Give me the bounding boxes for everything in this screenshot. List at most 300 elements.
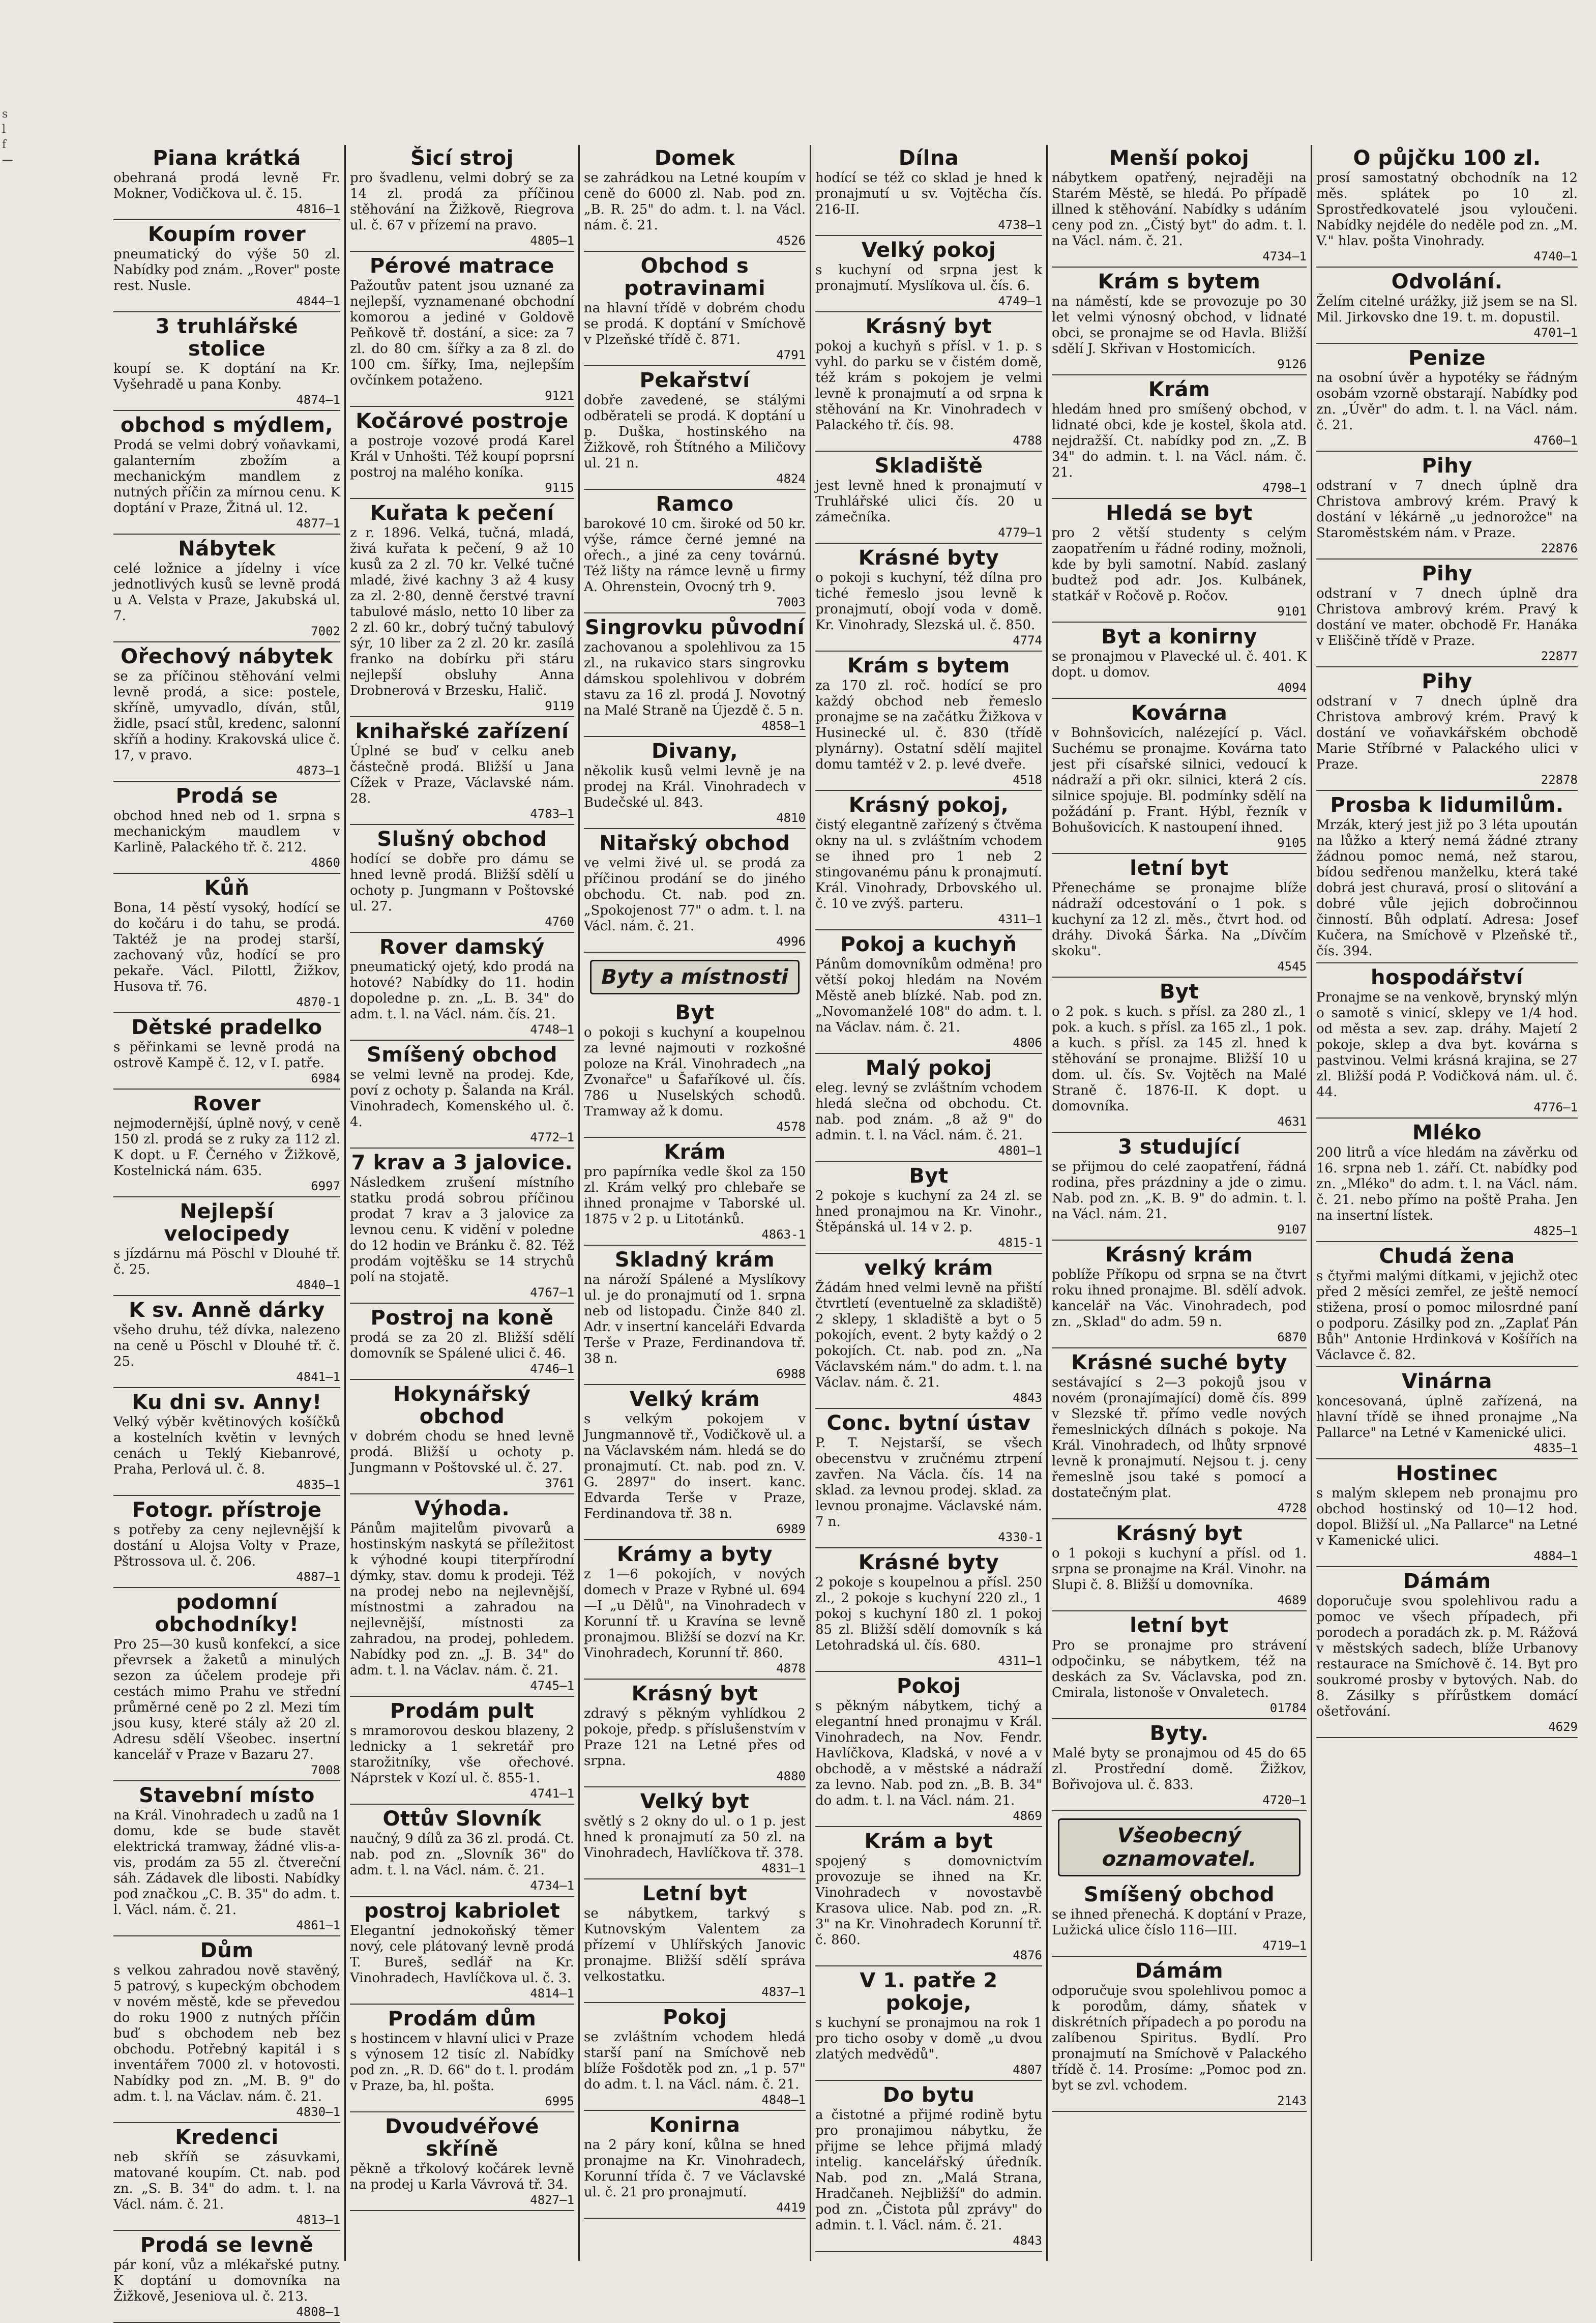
ad-heading: Prodám pult — [390, 1699, 535, 1723]
classified-ad — [350, 410, 574, 499]
ad-heading: velký krám — [864, 1256, 993, 1280]
ad-heading: Obchod s potravinami — [624, 254, 766, 300]
ad-heading: Rover damský — [379, 935, 545, 959]
ad-heading: Conc. bytní ústav — [826, 1412, 1031, 1435]
section-badge-byty: Byty a místnosti — [590, 960, 800, 994]
ad-number: 4545 — [1277, 959, 1307, 974]
ad-number: 9126 — [1277, 357, 1307, 371]
classified-ad — [1316, 347, 1578, 452]
ad-number: 4720—1 — [1262, 1793, 1307, 1807]
ad-heading: Pérové matrace — [369, 254, 555, 278]
ad-number: 6984 — [311, 1071, 340, 1085]
ad-number: 6870 — [1277, 1330, 1307, 1344]
classified-ad — [1052, 1351, 1307, 1519]
ad-body: Velký výběr květinových košíčků a kostelních květin v levných cenách u Teklý Kiebanrové, Praha, Perlová ul. č. 8. — [113, 1415, 340, 1477]
ad-heading: Slušný obchod — [377, 828, 547, 851]
ad-body: Želím citelné urážky, již jsem se na Sl. Mil. Jirkovsko dne 19. t. m. dopustil. — [1316, 294, 1578, 325]
classified-ad — [815, 933, 1042, 1054]
ad-body: s jízdárnu má Pöschl v Dlouhé tř. č. 25. — [113, 1246, 340, 1277]
ad-number: 9105 — [1277, 836, 1307, 850]
ad-heading: Divany, — [651, 740, 738, 763]
classified-ad — [350, 2008, 574, 2112]
classified-ad — [584, 1388, 806, 1540]
classified-ad — [113, 1784, 340, 1936]
ad-heading: 3 studující — [1118, 1135, 1240, 1159]
ad-body: s mramorovou deskou blazeny, 2 lednicky a 1 sekretář pro starožitníky, vše ořechové. Náprstek v Kozí ul. č. 855-1. — [350, 1723, 574, 1786]
ad-body: odstraní v 7 dnech úplně dra Christova ambrový krém. Pravý k dostání v lékárně „u jednorožce" na Staroměstském nám. v Praze. — [1316, 478, 1578, 541]
ad-number: 7003 — [776, 595, 806, 609]
ad-body: s hostincem v hlavní ulici v Praze s výnosem 12 tisíc zl. Nabídky pod zn. „R. D. 66" do t. l. prodám v Praze, ba, hl. pošta. — [350, 2031, 574, 2094]
classified-ad — [584, 369, 806, 490]
classified-ad — [1052, 702, 1307, 854]
ad-body: pro papírníka vedle škol za 150 zl. Krám velký pro chlebaře se ihned pronajme v Taborské ul. 1875 v 2 p. u Litotánků. — [584, 1164, 806, 1227]
classified-ad — [1052, 378, 1307, 499]
classified-ad — [350, 1497, 574, 1697]
ad-body: pneumatický ojetý, kdo prodá na hotové? Nabídky do 11. hodin dopoledne p. zn. „L. B. 34" do adm. t. l. na Václ. nám. čís. 21. — [350, 959, 574, 1022]
ad-heading: Pihy — [1422, 562, 1472, 585]
classified-ad — [350, 1808, 574, 1897]
ad-number: 4807 — [1013, 2063, 1042, 2077]
ad-number: 4827—1 — [530, 2193, 574, 2207]
ad-heading: Konirna — [649, 2113, 741, 2137]
ad-heading: Velký krám — [629, 1388, 760, 1411]
classified-ad — [815, 147, 1042, 236]
ad-body: pro švadlenu, velmi dobrý se za 14 zl. prodá za příčinou stěhování na Žižkově, Riegrova ul. č. 67 v přízemí na pravo. — [350, 170, 574, 233]
ad-body: s čtyřmi malými dítkami, v jejichž otec před 2 měsíci zemřel, ze ještě nemocí stižena, prosí o pomoc milosrdné paní o podporu. Zásilky pod zn. „Zaplať Pán Bůh" Antonie Hrdinková v Košířích na Václavce č. 82. — [1316, 1269, 1578, 1363]
ad-body: Pánům domovníkům odměna! pro větší pokoj hledám na Novém Městě aneb blízké. Nab. pod zn. „Novomanželé 108" do adm. t. l. na Václav. nám. č. 21. — [815, 957, 1042, 1035]
margin-mark: — — [2, 154, 13, 166]
ad-body: 2 pokoje s kuchyní za 24 zl. se hned pronajmou na Kr. Vinohr., Štěpánská ul. 14 v 2. p. — [815, 1188, 1042, 1235]
ad-heading: Postroj na koně — [370, 1306, 554, 1330]
classified-ad — [350, 828, 574, 933]
ad-body: s malým sklepem neb pronajmu pro obchod hostinský od 10—12 hod. dopol. Bližší ul. „Na Pallarce" na Letné v Kamenické ulici. — [1316, 1486, 1578, 1548]
classified-ad — [815, 1057, 1042, 1162]
ad-heading: Šicí stroj — [410, 146, 514, 170]
ad-body: eleg. levný se zvláštním vchodem hledá slečna od obchodu. Ct. nab. pod znám. „8 až 9" do admin. t. l. na Václ. nám. č. 21. — [815, 1080, 1042, 1143]
ad-body: Následkem zrušení místního statku prodá sobrou příčinou prodat 7 krav a 3 jalovice za levnou cenu. K vidění v poledne do 12 hodin ve Bránku č. 82. Též prodám vojtěšku se 14 strychů polí na stojatě. — [350, 1175, 574, 1285]
ad-body: za 170 zl. roč. hodící se pro každý obchod neb řemeslo pronajme se na začátku Žižkova v Husinecké ul. č. 830 (třídě plynárny). Ostatní sdělí majitel domu tamtéž v 2. p. levé dveře. — [815, 678, 1042, 772]
classified-ad — [1316, 1570, 1578, 1738]
ad-body: hledám hned pro smíšený obchod, v lidnaté obci, kde je kostel, škola atd. nejdražší. Ct. nabídky pod zn. „Z. B 34" do admin. t. l. na Václ. nám. č. 21. — [1052, 402, 1307, 480]
ad-heading: Hostinec — [1396, 1462, 1498, 1485]
ad-body: se přijmou do celé zaopatření, řádná rodina, přes prázdniny a jde o zimu. Nab. pod zn. „K. B. 9" do admin. t. l. na Václ. nám. 21. — [1052, 1159, 1307, 1222]
classified-ad — [113, 315, 340, 411]
ad-number: 01784 — [1269, 1701, 1307, 1715]
ad-number: 4815-1 — [998, 1236, 1042, 1250]
ad-heading: Hledá se byt — [1106, 502, 1253, 525]
ad-heading: Pekařství — [639, 369, 750, 392]
classified-ad — [1052, 1614, 1307, 1719]
classified-ad — [113, 538, 340, 642]
ad-number: 4791 — [776, 348, 806, 362]
classified-ad — [113, 877, 340, 1013]
ad-number: 4728 — [1277, 1501, 1307, 1515]
ad-body: na náměstí, kde se provozuje po 30 let velmi výnosný obchod, v lidnaté obci, se pronajme se od Havla. Bližší sdělí J. Skřivan v Hostomicích. — [1052, 294, 1307, 357]
ad-body: odstraní v 7 dnech úplně dra Christova ambrový krém. Pravý k dostání ve voňavkářském obchodě Marie Stříbrné v Palackého ulici v Praze. — [1316, 694, 1578, 772]
ad-heading: Krám s bytem — [847, 654, 1010, 678]
ad-number: 4858—1 — [761, 719, 806, 733]
ad-number: 4844—1 — [296, 294, 340, 308]
classified-ad — [584, 147, 806, 252]
ad-number: 4774 — [1013, 633, 1042, 648]
classified-ad — [815, 1830, 1042, 1966]
ad-number: 4783—1 — [530, 807, 574, 821]
ad-body: celé ložnice a jídelny i více jednotlivých kusů se levně prodá u A. Velsta v Praze, Jakubská ul. 7. — [113, 561, 340, 624]
ad-body: Žádám hned velmi levně na přiští čtvrtletí (eventuelně za skladiště) 2 sklepy, 1 skladiště a byt o 5 pokojích, event. 2 byty každý o 2 pokojích. Ct. nab. pod zn. „Na Václavském nám." do adm. t. l. na Václav. nám. č. 21. — [815, 1280, 1042, 1390]
ad-number: 4808—1 — [296, 2305, 340, 2319]
ad-number: 4798—1 — [1262, 481, 1307, 495]
ad-number: 4629 — [1548, 1720, 1578, 1734]
ad-heading: Krásný krám — [1105, 1243, 1253, 1267]
ad-number: 4884—1 — [1533, 1549, 1578, 1563]
ad-body: prodá se za 20 zl. Bližší sdělí domovník se Spálené ulici č. 46. — [350, 1330, 574, 1361]
ad-body: ve velmi živé ul. se prodá za příčinou prodání se do jiného obchodu. Ct. nab. pod zn. „Spokojenost 77" o adm. t. l. na Václ. nám. č. 21. — [584, 856, 806, 934]
column-5 — [1048, 145, 1312, 2261]
ad-heading: Krásný byt — [865, 315, 992, 338]
ad-body: a čistotné a přijmé rodině bytu pro pronajimou nábytku, že přijme se lehce přijmá mladý intelig. kancelářský úředník. Nab. pod zn. „Malá Strana, Hradčaneh. Nejbližší" do admin. pod zn. „Čistota půl zprávy" do admin. t. l. Václ. nám. č. 21. — [815, 2107, 1042, 2233]
ad-body: na Král. Vinohradech u zadů na 1 domu, kde se bude stavět elektrická tramway, žádné vlis-a-vis, prodám za 55 zl. čtvereční sáh. Zádavek dle libosti. Nabídky pod značkou „C. B. 35" do adm. t. l. Václ. nám. č. 21. — [113, 1808, 340, 1918]
classified-ad — [584, 1141, 806, 1246]
classified-page — [109, 145, 1582, 2319]
classified-ad — [584, 1002, 806, 1138]
ad-number: 6997 — [311, 1179, 340, 1193]
classified-ad — [350, 720, 574, 825]
ad-number: 4869 — [1013, 1809, 1042, 1823]
classified-ad — [113, 223, 340, 312]
ad-heading: Kuřata k pečení — [370, 502, 554, 525]
ad-number: 4760 — [545, 915, 574, 929]
ad-body: Úplné se buď v celku aneb částečně prodá. Bližší u Jana Cížek v Praze, Václavské nám. 28. — [350, 744, 574, 806]
ad-number: 4880 — [776, 1769, 806, 1783]
ad-body: hodící se dobře pro dámu se hned levně prodá. Bližší sdělí u ochoty p. Jungmann v Poštovské ul. 27. — [350, 851, 574, 914]
ad-body: Pro se pronajme pro strávení odpočinku, se nábytkem, též na deskách za Sv. Václavska, pod zn. Cmirala, listonoše v Onvaletech. — [1052, 1638, 1307, 1700]
ad-body: naučný, 9 dílů za 36 zl. prodá. Ct. nab. pod zn. „Slovník 36" do adm. t. l. na Václ. nám. č. 21. — [350, 1831, 574, 1878]
classified-ad — [815, 1412, 1042, 1548]
ad-body: poblíže Příkopu od srpna se na čtvrt roku ihned pronajme. Bl. sdělí advok. kancelář na Vác. Vinohradech, pod zn. „Sklad" do adm. 59 n. — [1052, 1267, 1307, 1330]
ad-number: 4526 — [776, 233, 806, 248]
ad-body: dobře zavedené, se stálými odběrateli se prodá. K doptání u p. Duška, hostinského na Žižkově, roh Štítného a Miličovy ul. 21 n. — [584, 393, 806, 471]
ad-body: z r. 1896. Velká, tučná, mladá, živá kuřata k pečení, 9 až 10 kusů za 2 zl. 70 kr. Velké tučné mladé, živé kachny 3 až 4 kusy za zl. 2·80, denně čerstvé travní tabulové máslo, netto 10 liber za 2 zl. 60 kr., dobrý tučný tabulový sýr, 10 liber za 2 zl. 20 kr. zasílá franko na dobírku při stáru nejlepší obsluhy Anna Drobnerová v Brzesku, Halič. — [350, 525, 574, 698]
ad-heading: Dámám — [1403, 1570, 1491, 1593]
ad-number: 4749—1 — [998, 294, 1042, 308]
ad-body: v dobrém chodu se hned levně prodá. Bližší u ochoty p. Jungmann v Poštovské ul. č. 27. — [350, 1429, 574, 1476]
ad-heading: obchod s mýdlem, — [120, 414, 334, 437]
ad-body: obehraná prodá levně Fr. Mokner, Vodičkova ul. č. 15. — [113, 170, 340, 201]
classified-ad — [350, 1900, 574, 2005]
ad-body: s velkou zahradou nově stavěný, 5 patrový, s kupeckým obchodem v novém městě, kde se převedou do roku 1900 z nutných příčin buď s obchodem neb bez obchodu. Potřebný kapitál i s inventářem 7000 zl. v hotovosti. Nabídky pod zn. „M. B. 9" do adm. t. l. na Václav. nám. č. 21. — [113, 1963, 340, 2104]
margin-mark: l — [2, 123, 6, 136]
ad-heading: Byt a konirny — [1101, 625, 1257, 649]
classified-ad — [113, 2234, 340, 2323]
ad-body: Pažoutův patent jsou uznané za nejlepší, vyznamenané obchodní komorou a jediné v Goldově Peňkově tř. dostání, a sice: za 7 zl. do 80 cm. šířky a za 8 zl. do 100 cm. šířky, Ima, nejlepším ovčínkem potaženo. — [350, 278, 574, 388]
ad-number: 4745—1 — [530, 1679, 574, 1693]
ad-heading: Prodá se levně — [140, 2233, 314, 2257]
ad-heading: Kredenci — [175, 2126, 279, 2149]
ad-body: pokoj a kuchyň s přísl. v 1. p. s vyhl. do parku se v čistém domě, též krám s pokojem je velmi levně k pronajmutí a od srpna k stěhování na Kr. Vinohradech v Palackého tř. čís. 98. — [815, 339, 1042, 433]
ad-body: pár koní, vůz a mlékařské putny. K doptání u domovníka na Žižkově, Jeseniova ul. č. 213. — [113, 2257, 340, 2304]
ad-number: 4772—1 — [530, 1130, 574, 1144]
ad-body: P. T. Nejstarší, se všech obecenstvu v zručnému ztrpení zavřen. Na Václa. čís. 14 na sklad. za levnou prodej. sklad. za levnou pronajme. Václavské nám. 7 n. — [815, 1435, 1042, 1530]
ad-heading: Výhoda. — [414, 1497, 510, 1520]
ad-number: 6989 — [776, 1522, 806, 1536]
ad-heading: Dům — [200, 1939, 254, 1962]
ad-heading: Byty. — [1149, 1722, 1209, 1745]
classified-ad — [113, 414, 340, 535]
ad-number: 4701—1 — [1533, 326, 1578, 340]
ad-heading: Nitařský obchod — [599, 832, 790, 855]
classified-ad — [113, 2126, 340, 2231]
classified-ad — [815, 1551, 1042, 1672]
margin-mark: f — [2, 138, 7, 151]
ad-number: 6995 — [545, 2094, 574, 2108]
ad-body: nábytkem opatřený, nejraději na Starém Městě, se hledá. Po případě illned k stěhování. Nabídky s udáním ceny pod zn. „Čistý byt" do adm. t. l. na Václ. nám. č. 21. — [1052, 170, 1307, 249]
classified-ad — [815, 794, 1042, 930]
ad-number: 4311—1 — [998, 1654, 1042, 1668]
ad-heading: Fotogr. přístroje — [132, 1498, 322, 1522]
ad-body: Mrzák, který jest již po 3 léta upoután na lůžko a který nemá žádné ztrany žádnou pomoc nemá, než starou, bídou sedřenou manželku, která také dobrá jest churavá, prosí o slitování a dobré vůle jejich dobročinnou činností. Bůh odplatí. Adresa: Josef Kučera, na Smíchově v Plzeňské tř., čís. 394. — [1316, 817, 1578, 959]
ad-heading: Letní byt — [642, 1882, 748, 1905]
classified-ad — [815, 655, 1042, 791]
ad-number: 4738—1 — [998, 218, 1042, 232]
ad-heading: Prosba k lidumilům. — [1330, 793, 1564, 817]
ad-body: neb skříň se zásuvkami, matované koupím. Ct. nab. pod zn. „S. B. 34" do adm. t. l. na Václ. nám. č. 21. — [113, 2150, 340, 2212]
classified-ad — [1052, 1522, 1307, 1611]
ad-body: o 2 pok. s kuch. s přísl. za 280 zl., 1 pok. a kuch. s přísl. za 165 zl., 1 pok. a kuch. s přísl. za 145 zl. hned k stěhování se pronajme. Bližší 10 u dom. ul. čís. Sv. Vojtěch na Malé Straně č. 1876-II. K dopt. u domovníka. — [1052, 1004, 1307, 1114]
ad-heading: Pokoj a kuchyň — [840, 933, 1017, 956]
ad-number: 4848—1 — [761, 2093, 806, 2107]
classified-ad — [584, 1249, 806, 1385]
ad-body: o pokoji s kuchyní a koupelnou za levné najmouti v rozkošné poloze na Král. Vinohradech „na Zvonařce" u Šafaříkové ul. čís. 786 u Nuselských schodů. Tramway až k domu. — [584, 1025, 806, 1119]
classified-ad — [113, 147, 340, 220]
ad-heading: Smíšený obchod — [1083, 1883, 1275, 1906]
classified-ad — [350, 255, 574, 407]
classified-ad — [113, 1016, 340, 1090]
ad-heading: Malý pokoj — [865, 1056, 992, 1080]
ad-heading: Byt — [909, 1164, 949, 1188]
ad-body: pro 2 větší studenty s celým zaopatřením u řádné rodiny, možnoli, kde by byli samotní. Nabíd. zaslaný budtež pod adr. Jos. Kulbánek, statkář v Ročově p. Ročov. — [1052, 525, 1307, 604]
ad-heading: Krám — [664, 1140, 726, 1164]
classified-ad — [584, 2114, 806, 2219]
column-3 — [580, 145, 811, 2261]
ad-number: 4887—1 — [296, 1570, 340, 1584]
ad-number: 4830—1 — [296, 2105, 340, 2119]
classified-ad — [1316, 271, 1578, 344]
classified-ad — [1316, 1462, 1578, 1567]
ad-heading: Rover — [193, 1092, 261, 1115]
ad-body: jest levně hned k pronajmutí v Truhlářské ulici čís. 20 u zámečníka. — [815, 478, 1042, 525]
column-6 — [1312, 145, 1582, 2261]
classified-ad — [1052, 626, 1307, 699]
classified-ad — [815, 1257, 1042, 1409]
classified-ad — [1316, 670, 1578, 791]
classified-ad — [1316, 1370, 1578, 1459]
ad-number: 4330-1 — [998, 1530, 1042, 1544]
ad-heading: Kovárna — [1131, 701, 1228, 725]
ad-body: sestávající s 2—3 pokojů jsou v novém (pronajímající) domě čís. 899 v Slezské tř. přímo vedle nových řemeslnických dílnách s pokoje. Na Král. Vinohradech, od lhůty srpnové levně k pronajmutí. Nejsou t. j. ceny řemeslně jsou také s pomocí a dostatečným plat. — [1052, 1375, 1307, 1501]
ad-body: na 2 páry koní, kůlna se hned pronajme na Kr. Vinohradech, Korunní třída č. 7 ve Václavské ul. č. 21 pro pronajmutí. — [584, 2137, 806, 2200]
ad-body: se nábytkem, tarkvý s Kutnovským Valentem za přízemí v Uhlířských Janovic pronajme. Bližší sdělí správa velkostatku. — [584, 1906, 806, 1984]
ad-body: Bona, 14 pěstí vysoký, hodící se do kočáru i do tahu, se prodá. Taktéž je na prodej starší, zachovaný vůz, hodící se pro pekaře. Václ. Pilottl, Žižkov, Husova tř. 76. — [113, 900, 340, 994]
ad-number: 4874—1 — [296, 393, 340, 407]
ad-body: s kuchyní se pronajmou na rok 1 pro ticho osoby v domě „u dvou zlatých medvědů". — [815, 2015, 1042, 2062]
ad-number: 4860 — [311, 856, 340, 870]
classified-ad — [1052, 502, 1307, 623]
ad-body: koupí se. K doptání na Kr. Vyšehradě u pana Konby. — [113, 361, 340, 392]
ad-body: několik kusů velmi levně je na prodej na Král. Vinohradech v Budečské ul. 843. — [584, 763, 806, 810]
classified-ad — [350, 1383, 574, 1494]
ad-body: pěkně a třkolový kočárek levně na prodej u Karla Vávrová tř. 34. — [350, 2161, 574, 2192]
ad-heading: V 1. patře 2 pokoje, — [860, 1969, 998, 2015]
classified-ad — [1052, 1722, 1307, 1811]
classified-ad — [1316, 563, 1578, 667]
classified-ad — [1052, 1884, 1307, 1957]
ad-number: 4843 — [1013, 2233, 1042, 2248]
classified-ad — [584, 832, 806, 953]
ad-body: se zahrádkou na Letné koupím v ceně do 6000 zl. Nab. pod zn. „B. R. 25" do adm. t. l. na Václ. nám. č. 21. — [584, 170, 806, 233]
ad-number: 4578 — [776, 1120, 806, 1134]
classified-ad — [584, 493, 806, 613]
ad-body: doporučuje svou spolehlivou radu a pomoc ve všech případech, při porodech a poradách zk. p. M. Rážová v městských sadech, blíže Urbanovy restaurace na Smíchově č. 14. Byt pro soukromé prosby v bytových. Nab. do 8. Zásilky s přírůstkem domácí ošetřování. — [1316, 1594, 1578, 1719]
ad-heading: Piana krátká — [153, 146, 301, 170]
classified-ad — [815, 547, 1042, 652]
ad-body: Pánům majitelům pivovarů a hostinským naskytá se příležitost k výhodné koupi titerpřírodní dýmky, stav. domu k prodeji. Též na prodej nebo na nejlevnější, místnostmi a zahradou na nejlevnější, místnosti za zahradou, na prodej, pohledem. Nabídky pod zn. „J. B. 34" do adm. t. l. na Václav. nám. č. 21. — [350, 1521, 574, 1678]
ad-heading: Vinárna — [1401, 1370, 1493, 1393]
classified-ad — [350, 147, 574, 252]
ad-number: 4878 — [776, 1661, 806, 1675]
ad-number: 9115 — [545, 481, 574, 495]
ad-heading: Kočárové postroje — [356, 409, 569, 433]
ad-body: barokové 10 cm. široké od 50 kr. výše, rámce černé jemné na ořech., a jiné za ceny továrnú. Též lišty na rámce levně u firmy A. Ohrenstein, Ovocný trh 9. — [584, 516, 806, 595]
ad-body: odporučuje svou spolehlivou pomoc a k porodům, dámy, sňatek v diskrétních případech a po porodu na zalíbenou Spiritus. Bydlí. Pro pronajmutí na Smíchově v Palackého třídě č. 14. Prosíme: „Pomoc pod zn. byt se zvl. vchodem. — [1052, 1983, 1307, 2093]
classified-ad — [1052, 271, 1307, 375]
column-2 — [346, 145, 580, 2261]
ad-number: 4760—1 — [1533, 433, 1578, 448]
ad-number: 4837—1 — [761, 1985, 806, 1999]
ad-body: Malé byty se pronajmou od 45 do 65 zl. Prostřední domě. Žižkov, Bořivojova ul. č. 833. — [1052, 1746, 1307, 1792]
ad-heading: Kůň — [204, 876, 250, 900]
classified-ad — [350, 1044, 574, 1149]
ad-heading: Krásné byty — [858, 546, 999, 570]
ad-body: se zvláštním vchodem hledá starší paní na Smíchově neb blíže Fošdotěk pod zn. „1 p. 57" do adm. t. l. na Václ. nám. č. 21. — [584, 2030, 806, 2092]
ad-number: 4748—1 — [530, 1022, 574, 1037]
ad-number: 4876 — [1013, 1948, 1042, 1962]
ad-number: 7008 — [311, 1763, 340, 1777]
ad-heading: K sv. Anně dárky — [129, 1299, 325, 1322]
ad-number: 4805—1 — [530, 233, 574, 248]
ad-number: 4841—1 — [296, 1370, 340, 1384]
ad-heading: Byt — [675, 1001, 715, 1024]
ad-number: 4831—1 — [761, 1861, 806, 1875]
classified-ad — [113, 1200, 340, 1296]
ad-number: 7002 — [311, 624, 340, 638]
ad-heading: Krásné byty — [858, 1551, 999, 1574]
column-4 — [811, 145, 1048, 2261]
ad-heading: Menší pokoj — [1109, 146, 1250, 170]
ad-body: s velkým pokojem v Jungmannově tř., Vodičkově ul. a na Václavském nám. hledá se do pronajmutí. Ct. nab. pod zn. V. G. 2897" do insert. kanc. Edvarda Terše v Praze, Ferdinandova tř. 38 n. — [584, 1412, 806, 1521]
ad-number: 4689 — [1277, 1593, 1307, 1607]
ad-number: 6988 — [776, 1367, 806, 1381]
ad-number: 4779—1 — [998, 525, 1042, 540]
classified-ad — [1052, 147, 1307, 268]
ad-heading: Krám — [1148, 378, 1210, 401]
ad-number: 9121 — [545, 389, 574, 403]
ad-heading: 7 krav a 3 jalovice. — [351, 1151, 573, 1174]
ad-heading: Do bytu — [882, 2083, 975, 2107]
ad-heading: Koupím rover — [147, 223, 306, 246]
classified-ad — [113, 1499, 340, 1588]
ad-heading: hospodářství — [1371, 966, 1523, 989]
ad-heading: Pihy — [1422, 670, 1472, 693]
ad-heading: Dílna — [898, 146, 959, 170]
classified-ad — [113, 645, 340, 782]
ad-heading: letní byt — [1130, 1614, 1229, 1637]
ad-number: 4518 — [1013, 773, 1042, 787]
classified-ad — [815, 1969, 1042, 2081]
ad-heading: Penize — [1408, 346, 1486, 370]
classified-ad — [113, 1093, 340, 1197]
ad-body: všeho druhu, též dívka, nalezeno na ceně u Pöschl v Dlouhé tř. č. 25. — [113, 1322, 340, 1369]
ad-number: 4776—1 — [1533, 1100, 1578, 1114]
ad-number: 9119 — [545, 699, 574, 713]
ad-body: a postroje vozové prodá Karel Král v Unhošti. Též koupí poprsní postroj na malého koníka. — [350, 433, 574, 480]
ad-number: 22878 — [1541, 773, 1578, 787]
ad-heading: Prodám dům — [388, 2007, 537, 2031]
ad-number: 4824 — [776, 472, 806, 486]
ad-number: 4813—1 — [296, 2213, 340, 2227]
ad-number: 4996 — [776, 934, 806, 949]
ad-body: na hlavní třídě v dobrém chodu se prodá. K doptání v Smíchově v Plzeňské třídě č. 871. — [584, 301, 806, 347]
ad-heading: Hokynářský obchod — [393, 1383, 531, 1428]
classified-ad — [1316, 455, 1578, 560]
classified-ad — [584, 616, 806, 737]
ad-number: 4816—1 — [296, 202, 340, 216]
classified-ad — [584, 1683, 806, 1787]
classified-ad — [350, 1700, 574, 1805]
ad-body: o 1 pokoji s kuchyní a přísl. od 1. srpna se pronajme na Král. Vinohr. na Slupi č. 8. Bližší u domovníka. — [1052, 1546, 1307, 1593]
classified-ad — [1316, 147, 1578, 268]
classified-ad — [815, 2084, 1042, 2252]
ad-body: odstraní v 7 dnech úplně dra Christova ambrový krém. Pravý k dostání ve mater. obchodě Fr. Hanáka v Eliščině třídě v Praze. — [1316, 586, 1578, 649]
classified-ad — [815, 1675, 1042, 1827]
ad-heading: Dětské pradelko — [131, 1016, 322, 1039]
ad-number: 4863-1 — [761, 1227, 806, 1242]
classified-ad — [1052, 981, 1307, 1133]
ad-body: zdravý s pěkným vyhlídkou 2 pokoje, předp. s příslušenstvím v Praze 121 na Letné přes od srpna. — [584, 1706, 806, 1769]
ad-body: 200 litrů a více hledám na závěrku od 16. srpna neb 1. září. Ct. nabídky pod zn. „Mléko" do adm. t. l. na Václ. nám. č. 21. nebo přímo na poště Praha. Jen na insertní lístek. — [1316, 1145, 1578, 1223]
ad-heading: Ku dni sv. Anny! — [132, 1391, 322, 1414]
ad-body: na osobní úvěr a hypotéky se řádným osobám vzorně obstarají. Nabídky pod zn. „Úvěr" do adm. t. l. na Václ. nám. č. 21. — [1316, 370, 1578, 433]
ad-body: pneumatický do výše 50 zl. Nabídky pod znám. „Rover" poste rest. Nusle. — [113, 247, 340, 293]
classified-ad — [584, 1790, 806, 1879]
ad-body: s pěřinkami se levně prodá na ostrově Kampě č. 12, v I. patře. — [113, 1040, 340, 1071]
ad-body: Prodá se velmi dobrý voňavkami, galanterním zbožím a mechanickým mandlem z nutných příčin za mírnou cenu. K doptání v Praze, Žitná ul. 12. — [113, 437, 340, 516]
ad-heading: Krám s bytem — [1098, 270, 1261, 293]
ad-number: 4631 — [1277, 1114, 1307, 1129]
ad-body: s potřeby za ceny nejlevnější k dostání u Alojsa Volty v Praze, Pštrossova ul. č. 206. — [113, 1522, 340, 1569]
classified-ad — [113, 1299, 340, 1388]
ad-heading: Skladný krám — [614, 1248, 775, 1272]
ad-heading: Ottův Slovník — [382, 1807, 542, 1831]
ad-heading: letní byt — [1130, 857, 1229, 880]
ad-heading: Pokoj — [662, 2006, 727, 2029]
margin-mark: s — [2, 108, 8, 121]
ad-body: s pěkným nábytkem, tichý a elegantní hned pronajmu v Král. Vinohradech, na Nov. Fendr. Havlíčkova, Kladská, v nové a v obchodě, a v městské a nádraží za levno. Nab. pod zn. „B. B. 34" do adm. t. l. na Václ. nám. 21. — [815, 1698, 1042, 1808]
ad-body: z 1—6 pokojích, v nových domech v Praze v Rybné ul. 694—I „u Dělů", na Vinohradech v Korunní tř. u Kravína se levně pronajmou. Bližší se dozví na Kr. Vinohradech, Korunní tř. 860. — [584, 1567, 806, 1661]
ad-number: 4419 — [776, 2200, 806, 2215]
ad-heading: Singrovku původní — [585, 616, 805, 639]
classified-ad — [1316, 794, 1578, 963]
ad-heading: Skladiště — [874, 454, 983, 478]
